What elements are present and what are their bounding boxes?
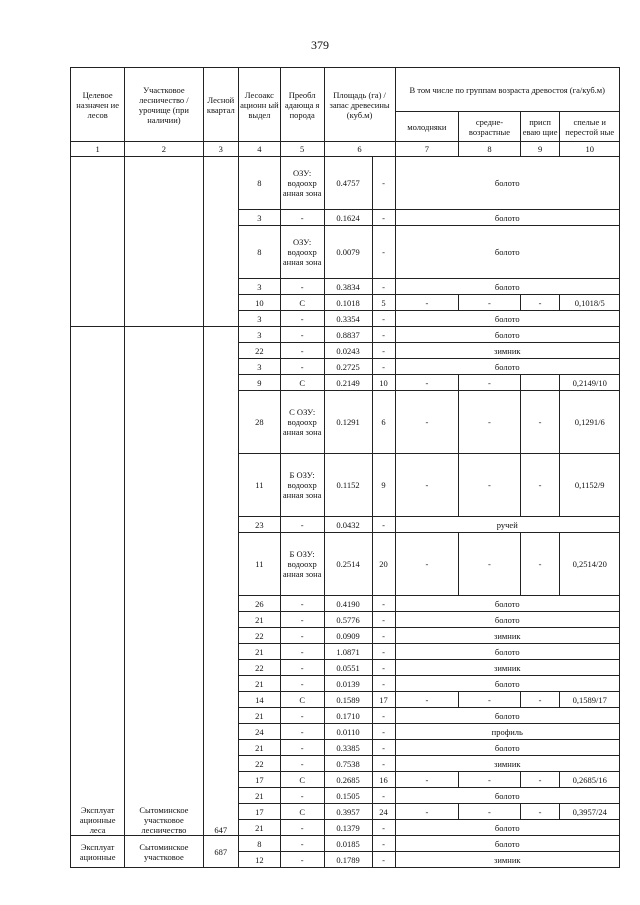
cell-species: - xyxy=(280,660,324,676)
cell-plot: 22 xyxy=(239,756,281,772)
cell-stock: 20 xyxy=(372,533,395,596)
cell-species: - xyxy=(280,210,324,226)
cell-stock: - xyxy=(372,644,395,660)
header-purpose: Целевое назначен ие лесов xyxy=(71,68,125,142)
header-mature: спелые и перестой ные xyxy=(560,112,620,142)
cell-note: ручей xyxy=(395,517,619,533)
cell-plot: 17 xyxy=(239,804,281,820)
cell-species: ОЗУ: водоохр анная зона xyxy=(280,157,324,210)
cell-species: С xyxy=(280,295,324,311)
cell-species: С xyxy=(280,692,324,708)
cell-stock: - xyxy=(372,311,395,327)
cell-plot: 14 xyxy=(239,692,281,708)
cell-species: - xyxy=(280,820,324,836)
cell-stock: - xyxy=(372,279,395,295)
cell-stock: - xyxy=(372,612,395,628)
cell-species: С xyxy=(280,772,324,788)
cell-species: - xyxy=(280,788,324,804)
group-quarter: 647 xyxy=(203,327,238,836)
cell-plot: 22 xyxy=(239,628,281,644)
group-purpose: Эксплуат ационные xyxy=(71,836,125,868)
cell-note: болото xyxy=(395,210,619,226)
group-purpose: Эксплуат ационные леса xyxy=(71,327,125,836)
cell-maturing xyxy=(520,375,560,391)
cell-stock: - xyxy=(372,676,395,692)
cell-mature: 0,2685/16 xyxy=(560,772,620,788)
cell-area: 0.1379 xyxy=(324,820,372,836)
cell-plot: 10 xyxy=(239,295,281,311)
cell-species: - xyxy=(280,628,324,644)
cell-middle: - xyxy=(459,692,521,708)
cell-plot: 21 xyxy=(239,644,281,660)
cell-area: 0.3354 xyxy=(324,311,372,327)
table-body xyxy=(71,157,620,868)
page-number: 379 xyxy=(311,38,329,52)
cell-species: - xyxy=(280,279,324,295)
cell-stock: - xyxy=(372,660,395,676)
cell-maturing: - xyxy=(520,454,560,517)
cell-area: 0.3957 xyxy=(324,804,372,820)
col-number: 6 xyxy=(324,142,395,157)
cell-species: ОЗУ: водоохр анная зона xyxy=(280,226,324,279)
cell-species: - xyxy=(280,612,324,628)
cell-middle: - xyxy=(459,454,521,517)
cell-area: 0.2685 xyxy=(324,772,372,788)
cell-area: 0.8837 xyxy=(324,327,372,343)
cell-species: - xyxy=(280,676,324,692)
cell-stock: - xyxy=(372,820,395,836)
cell-note: болото xyxy=(395,644,619,660)
cell-stock: - xyxy=(372,226,395,279)
cell-area: 0.5776 xyxy=(324,612,372,628)
cell-plot: 11 xyxy=(239,454,281,517)
cell-note: болото xyxy=(395,612,619,628)
cell-stock: - xyxy=(372,740,395,756)
cell-middle: - xyxy=(459,772,521,788)
cell-note: болото xyxy=(395,359,619,375)
cell-plot: 8 xyxy=(239,836,281,852)
cell-note: болото xyxy=(395,327,619,343)
cell-plot: 9 xyxy=(239,375,281,391)
cell-note: болото xyxy=(395,820,619,836)
cell-species: - xyxy=(280,708,324,724)
cell-area: 0.0139 xyxy=(324,676,372,692)
cell-area: 0.0185 xyxy=(324,836,372,852)
cell-area: 0.1589 xyxy=(324,692,372,708)
col-number: 10 xyxy=(560,142,620,157)
cell-area: 0.0432 xyxy=(324,517,372,533)
cell-mature: 0,1018/5 xyxy=(560,295,620,311)
cell-stock: - xyxy=(372,852,395,868)
col-number: 5 xyxy=(280,142,324,157)
header-district: Участковое лесничество /урочище (при наличии) xyxy=(125,68,203,142)
cell-stock: 17 xyxy=(372,692,395,708)
cell-note: болото xyxy=(395,836,619,852)
cell-note: зимник xyxy=(395,343,619,359)
cell-plot: 26 xyxy=(239,596,281,612)
cell-plot: 21 xyxy=(239,676,281,692)
cell-plot: 24 xyxy=(239,724,281,740)
cell-plot: 22 xyxy=(239,660,281,676)
cell-plot: 3 xyxy=(239,327,281,343)
cell-stock: - xyxy=(372,343,395,359)
cell-species: - xyxy=(280,311,324,327)
cell-maturing: - xyxy=(520,533,560,596)
cell-species: - xyxy=(280,852,324,868)
cell-middle: - xyxy=(459,804,521,820)
cell-species: С xyxy=(280,804,324,820)
cell-species: Б ОЗУ: водоохр анная зона xyxy=(280,454,324,517)
cell-mature: 0,1291/6 xyxy=(560,391,620,454)
cell-plot: 21 xyxy=(239,820,281,836)
cell-young: - xyxy=(395,454,459,517)
cell-middle: - xyxy=(459,375,521,391)
cell-plot: 3 xyxy=(239,279,281,295)
cell-stock: - xyxy=(372,327,395,343)
cell-note: болото xyxy=(395,788,619,804)
cell-note: зимник xyxy=(395,660,619,676)
cell-species: - xyxy=(280,836,324,852)
cell-note: болото xyxy=(395,676,619,692)
cell-area: 0.0243 xyxy=(324,343,372,359)
cell-young: - xyxy=(395,375,459,391)
cell-stock: 5 xyxy=(372,295,395,311)
cell-middle: - xyxy=(459,391,521,454)
header-quarter: Лесной квартал xyxy=(203,68,238,142)
cell-note: зимник xyxy=(395,852,619,868)
cell-stock: - xyxy=(372,756,395,772)
cell-plot: 3 xyxy=(239,359,281,375)
cell-maturing: - xyxy=(520,692,560,708)
header-middle: средне-возрастные xyxy=(459,112,521,142)
cell-stock: - xyxy=(372,724,395,740)
cell-plot: 3 xyxy=(239,311,281,327)
cell-note: болото xyxy=(395,740,619,756)
cell-species: - xyxy=(280,517,324,533)
header-age-group: В том числе по группам возраста древостоя (га/куб.м) xyxy=(395,68,619,112)
cell-area: 0.1018 xyxy=(324,295,372,311)
cell-species: С ОЗУ: водоохр анная зона xyxy=(280,391,324,454)
cell-plot: 21 xyxy=(239,788,281,804)
cell-area: 0.4190 xyxy=(324,596,372,612)
col-number: 9 xyxy=(520,142,560,157)
cell-plot: 12 xyxy=(239,852,281,868)
cell-plot: 23 xyxy=(239,517,281,533)
cell-area: 0.2514 xyxy=(324,533,372,596)
cell-note: зимник xyxy=(395,628,619,644)
col-number: 7 xyxy=(395,142,459,157)
cell-area: 0.1505 xyxy=(324,788,372,804)
cell-area: 0.7538 xyxy=(324,756,372,772)
group-district xyxy=(125,157,203,327)
cell-stock: - xyxy=(372,210,395,226)
header-plot: Лесоакс ационн ый выдел xyxy=(239,68,281,142)
col-number: 3 xyxy=(203,142,238,157)
cell-plot: 22 xyxy=(239,343,281,359)
cell-area: 0.1710 xyxy=(324,708,372,724)
forest-inventory-table xyxy=(70,67,620,868)
header-maturing: присп еваю щие xyxy=(520,112,560,142)
cell-note: болото xyxy=(395,708,619,724)
cell-species: - xyxy=(280,596,324,612)
cell-stock: 24 xyxy=(372,804,395,820)
col-number: 2 xyxy=(125,142,203,157)
cell-area: 0.3385 xyxy=(324,740,372,756)
cell-middle: - xyxy=(459,533,521,596)
table-row xyxy=(71,836,620,852)
cell-area: 1.0871 xyxy=(324,644,372,660)
cell-area: 0.0909 xyxy=(324,628,372,644)
cell-mature: 0,1152/9 xyxy=(560,454,620,517)
cell-species: - xyxy=(280,327,324,343)
group-district: Сытоминское участковое xyxy=(125,836,203,868)
cell-area: 0.2725 xyxy=(324,359,372,375)
cell-stock: 10 xyxy=(372,375,395,391)
cell-note: зимник xyxy=(395,756,619,772)
group-quarter: 687 xyxy=(203,836,238,868)
cell-stock: - xyxy=(372,596,395,612)
cell-young: - xyxy=(395,804,459,820)
col-number: 8 xyxy=(459,142,521,157)
cell-mature: 0,2514/20 xyxy=(560,533,620,596)
cell-note: болото xyxy=(395,157,619,210)
cell-plot: 3 xyxy=(239,210,281,226)
group-quarter xyxy=(203,157,238,327)
cell-stock: - xyxy=(372,157,395,210)
cell-area: 0.2149 xyxy=(324,375,372,391)
cell-species: - xyxy=(280,756,324,772)
cell-note: болото xyxy=(395,279,619,295)
cell-area: 0.1291 xyxy=(324,391,372,454)
cell-mature: 0,2149/10 xyxy=(560,375,620,391)
cell-young: - xyxy=(395,391,459,454)
cell-mature: 0,1589/17 xyxy=(560,692,620,708)
cell-area: 0.0110 xyxy=(324,724,372,740)
cell-plot: 21 xyxy=(239,612,281,628)
cell-middle: - xyxy=(459,295,521,311)
cell-area: 0.1789 xyxy=(324,852,372,868)
cell-stock: - xyxy=(372,836,395,852)
cell-plot: 21 xyxy=(239,740,281,756)
table-row xyxy=(71,327,620,343)
cell-mature: 0,3957/24 xyxy=(560,804,620,820)
cell-maturing: - xyxy=(520,772,560,788)
cell-young: - xyxy=(395,533,459,596)
header-species: Преобл адающа я порода xyxy=(280,68,324,142)
cell-species: - xyxy=(280,359,324,375)
cell-note: профиль xyxy=(395,724,619,740)
cell-young: - xyxy=(395,692,459,708)
cell-stock: - xyxy=(372,359,395,375)
cell-young: - xyxy=(395,772,459,788)
cell-plot: 8 xyxy=(239,226,281,279)
cell-maturing: - xyxy=(520,804,560,820)
cell-species: - xyxy=(280,724,324,740)
col-number: 1 xyxy=(71,142,125,157)
cell-note: болото xyxy=(395,596,619,612)
cell-area: 0.0551 xyxy=(324,660,372,676)
group-district: Сытоминское участковое лесничество xyxy=(125,327,203,836)
cell-maturing: - xyxy=(520,295,560,311)
cell-stock: 6 xyxy=(372,391,395,454)
cell-stock: 9 xyxy=(372,454,395,517)
header-area: Площадь (га) /запас древесины (куб.м) xyxy=(324,68,395,142)
cell-stock: - xyxy=(372,708,395,724)
cell-stock: - xyxy=(372,517,395,533)
header-young: молодняки xyxy=(395,112,459,142)
cell-note: болото xyxy=(395,226,619,279)
group-purpose xyxy=(71,157,125,327)
cell-species: Б ОЗУ: водоохр анная зона xyxy=(280,533,324,596)
cell-area: 0.4757 xyxy=(324,157,372,210)
cell-species: - xyxy=(280,740,324,756)
cell-species: - xyxy=(280,343,324,359)
cell-area: 0.1152 xyxy=(324,454,372,517)
cell-plot: 11 xyxy=(239,533,281,596)
table-row xyxy=(71,157,620,210)
cell-area: 0.0079 xyxy=(324,226,372,279)
cell-note: болото xyxy=(395,311,619,327)
cell-maturing: - xyxy=(520,391,560,454)
cell-plot: 17 xyxy=(239,772,281,788)
cell-plot: 8 xyxy=(239,157,281,210)
cell-plot: 21 xyxy=(239,708,281,724)
cell-species: С xyxy=(280,375,324,391)
cell-area: 0.3834 xyxy=(324,279,372,295)
cell-plot: 28 xyxy=(239,391,281,454)
cell-area: 0.1624 xyxy=(324,210,372,226)
cell-species: - xyxy=(280,644,324,660)
cell-young: - xyxy=(395,295,459,311)
cell-stock: - xyxy=(372,788,395,804)
cell-stock: 16 xyxy=(372,772,395,788)
col-number: 4 xyxy=(239,142,281,157)
cell-stock: - xyxy=(372,628,395,644)
